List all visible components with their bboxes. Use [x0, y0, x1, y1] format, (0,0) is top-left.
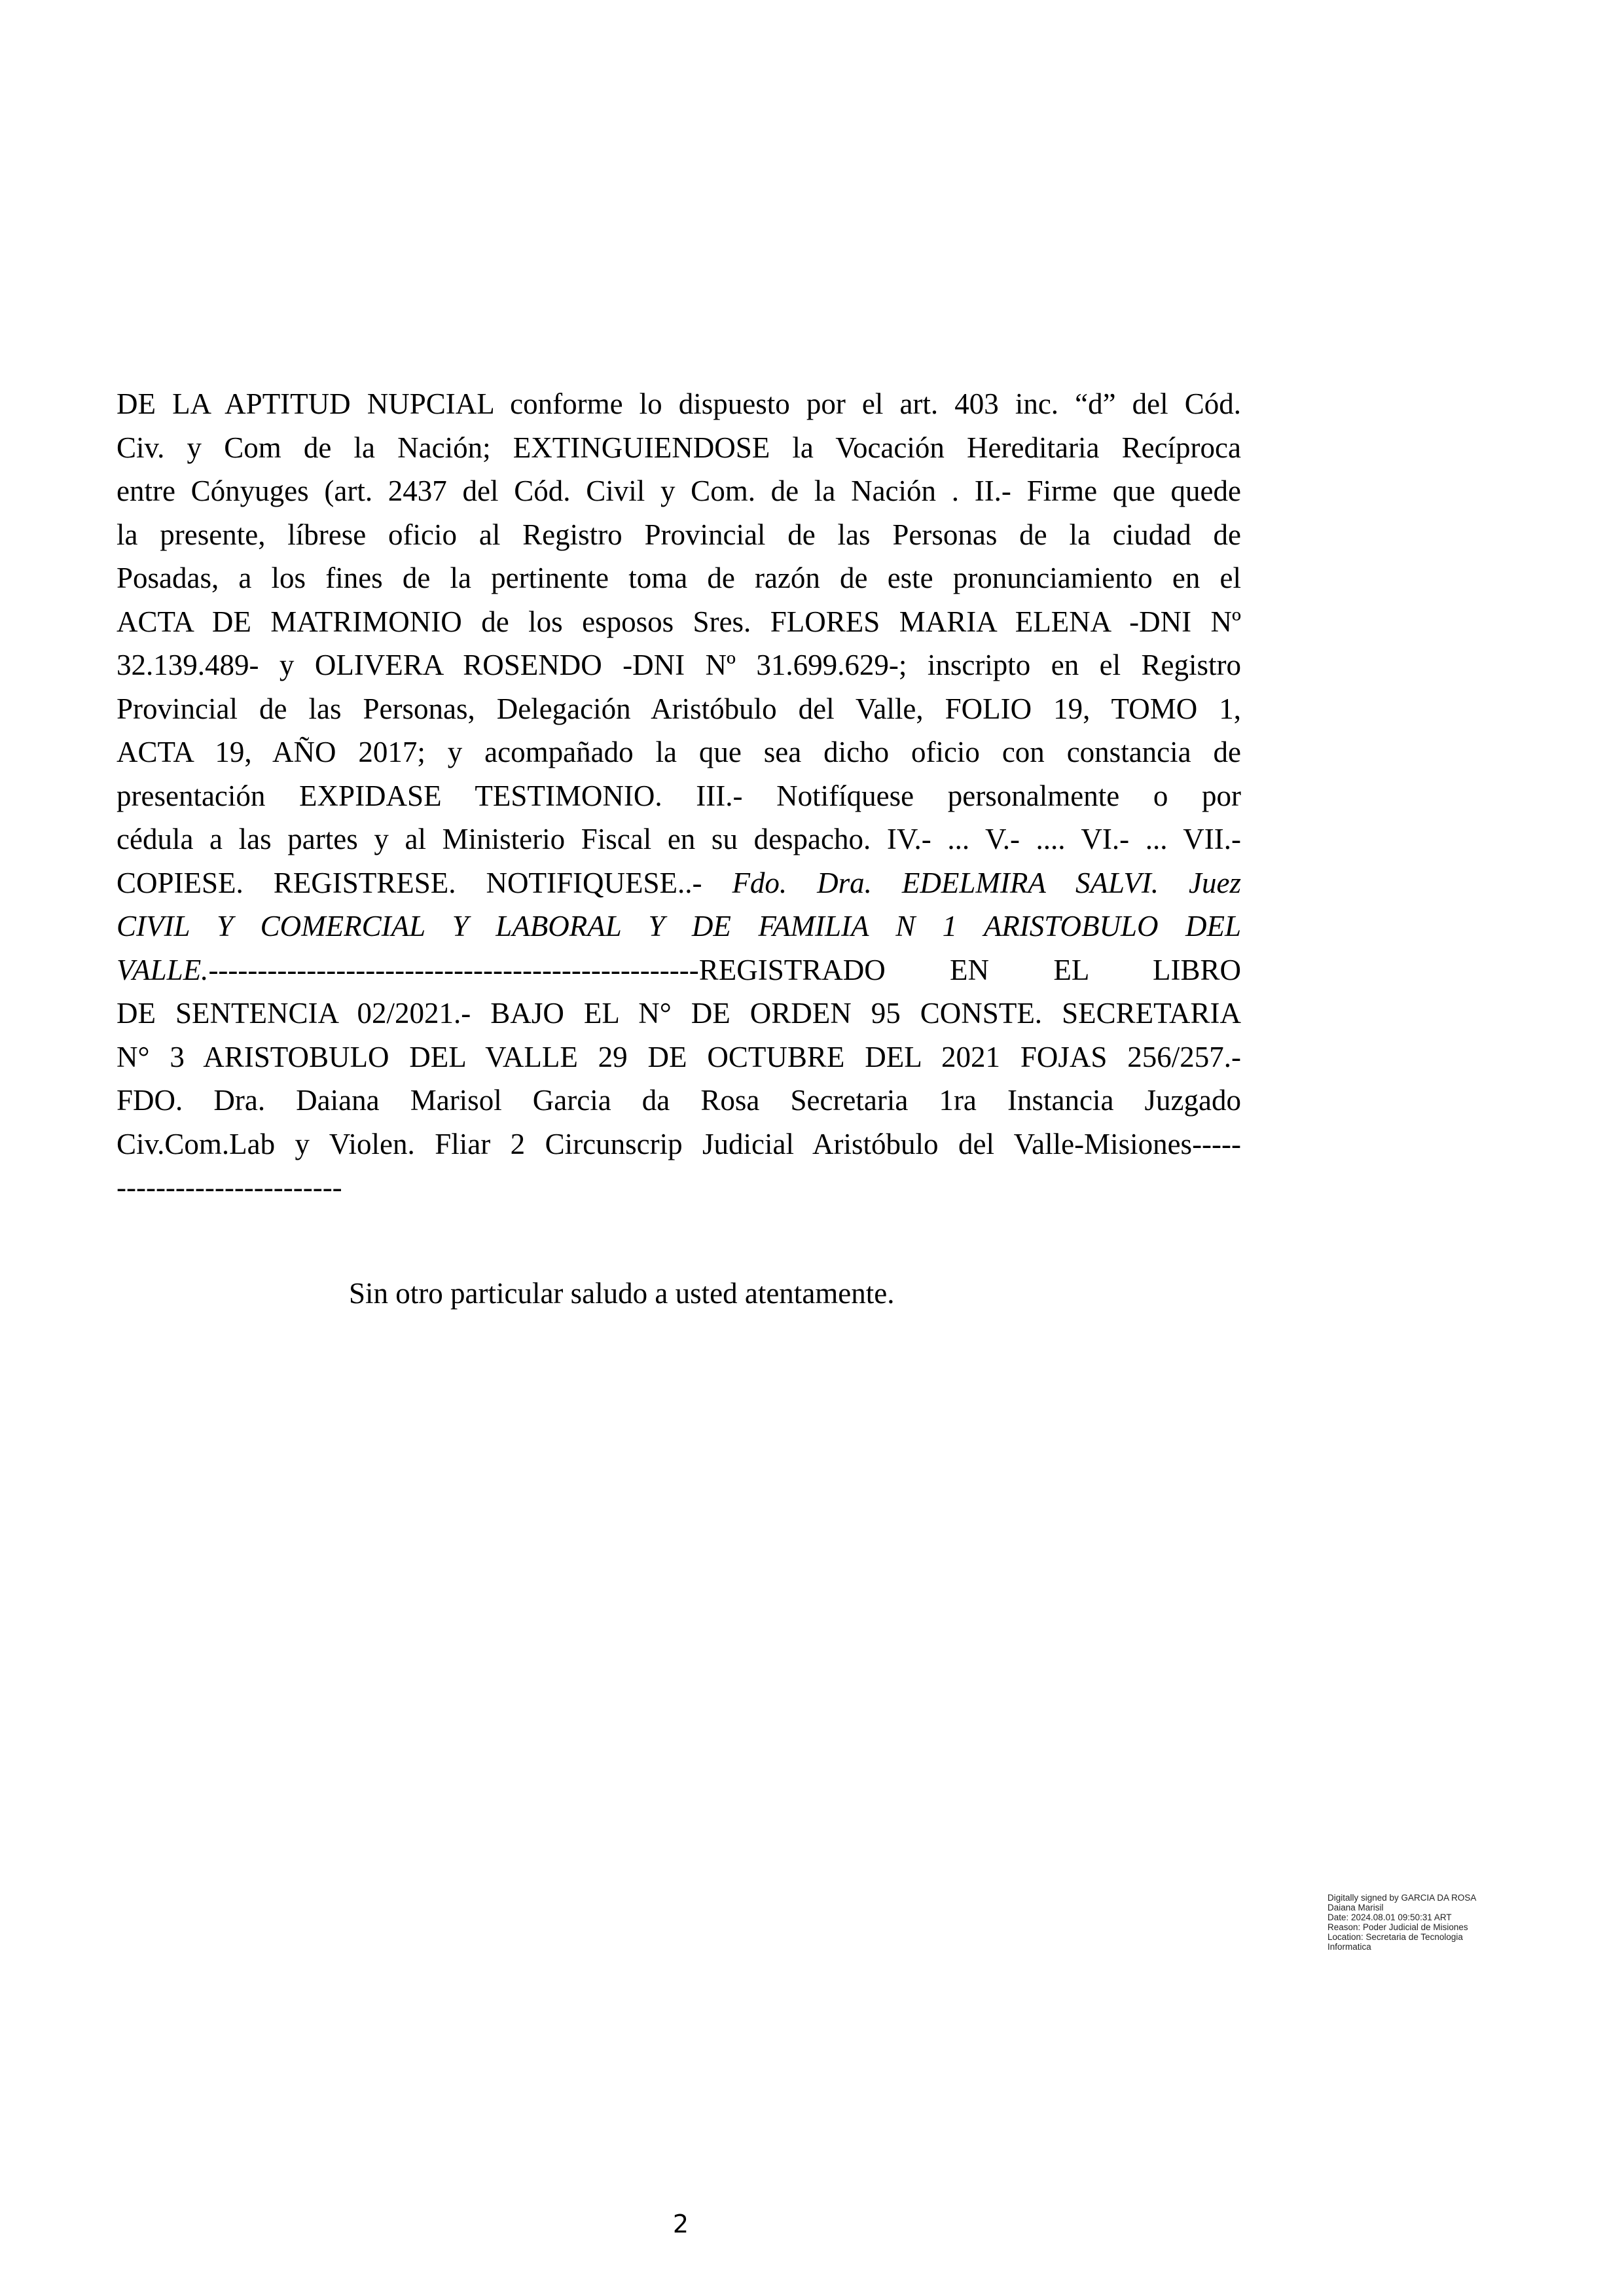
body-line: Civ. y Com de la Nación; EXTINGUIENDOSE la Vocación Hereditaria Recíproca	[117, 431, 1241, 464]
body-line: DE LA APTITUD NUPCIAL conforme lo dispuesto por el art. 403 inc. “d” del Cód.	[117, 387, 1241, 420]
digital-signature-stamp	[1327, 1893, 1543, 1952]
body-line	[117, 948, 1241, 992]
page-number: 2	[672, 2210, 689, 2238]
court-name-line: CIVIL Y COMERCIAL Y LABORAL Y DE FAMILIA N 1 ARISTOBULO DEL	[117, 910, 1241, 942]
body-line: FDO. Dra. Daiana Marisol Garcia da Rosa Secretaria 1ra Instancia Juzgado	[117, 1084, 1241, 1117]
signature-line: Digitally signed by GARCIA DA ROSA	[1327, 1893, 1477, 1903]
document-body	[117, 382, 1241, 1210]
body-line: la presente, líbrese oficio al Registro Provincial de las Personas de la ciudad de	[117, 518, 1241, 551]
signature-line: Date: 2024.08.01 09:50:31 ART	[1327, 1912, 1452, 1922]
closing-text: Sin otro particular saludo a usted atentamente.	[349, 1277, 895, 1310]
body-line: Civ.Com.Lab y Violen. Fliar 2 Circunscrip Judicial Aristóbulo del Valle-Misiones-----	[117, 1127, 1241, 1160]
copiese-text: COPIESE. REGISTRESE. NOTIFIQUESE..-	[117, 866, 732, 899]
judge-signature-text: Fdo. Dra. EDELMIRA SALVI. Juez	[732, 866, 1241, 899]
body-line: Posadas, a los fines de la pertinente toma de razón de este pronunciamiento en el	[117, 562, 1241, 594]
body-line: -----------------------	[117, 1171, 342, 1204]
body-line: presentación EXPIDASE TESTIMONIO. III.- Notifíquese personalmente o por	[117, 779, 1241, 812]
signature-line: Daiana Marisil	[1327, 1903, 1384, 1912]
signature-line: Reason: Poder Judicial de Misiones	[1327, 1922, 1468, 1932]
court-location-text: VALLE.	[117, 953, 209, 986]
body-line	[117, 861, 1241, 905]
signature-line: Location: Secretaria de Tecnologia	[1327, 1932, 1463, 1942]
body-line: entre Cónyuges (art. 2437 del Cód. Civil y Com. de la Nación . II.- Firme que quede	[117, 475, 1241, 507]
body-line: cédula a las partes y al Ministerio Fiscal en su despacho. IV.- ... V.- .... VI.- ... VII.-	[117, 823, 1241, 855]
registrado-text: --------------------------------------------------REGISTRADO EN EL LIBRO	[208, 953, 1241, 986]
body-line: 32.139.489- y OLIVERA ROSENDO -DNI Nº 31.699.629-; inscripto en el Registro	[117, 649, 1241, 681]
body-line: DE SENTENCIA 02/2021.- BAJO EL N° DE ORDEN 95 CONSTE. SECRETARIA	[117, 997, 1241, 1030]
body-line: N° 3 ARISTOBULO DEL VALLE 29 DE OCTUBRE DEL 2021 FOJAS 256/257.-	[117, 1040, 1241, 1073]
body-line: Provincial de las Personas, Delegación Aristóbulo del Valle, FOLIO 19, TOMO 1,	[117, 692, 1241, 725]
body-line: ACTA 19, AÑO 2017; y acompañado la que sea dicho oficio con constancia de	[117, 736, 1241, 768]
signature-line: Informatica	[1327, 1942, 1371, 1952]
body-line: ACTA DE MATRIMONIO de los esposos Sres. FLORES MARIA ELENA -DNI Nº	[117, 605, 1241, 638]
